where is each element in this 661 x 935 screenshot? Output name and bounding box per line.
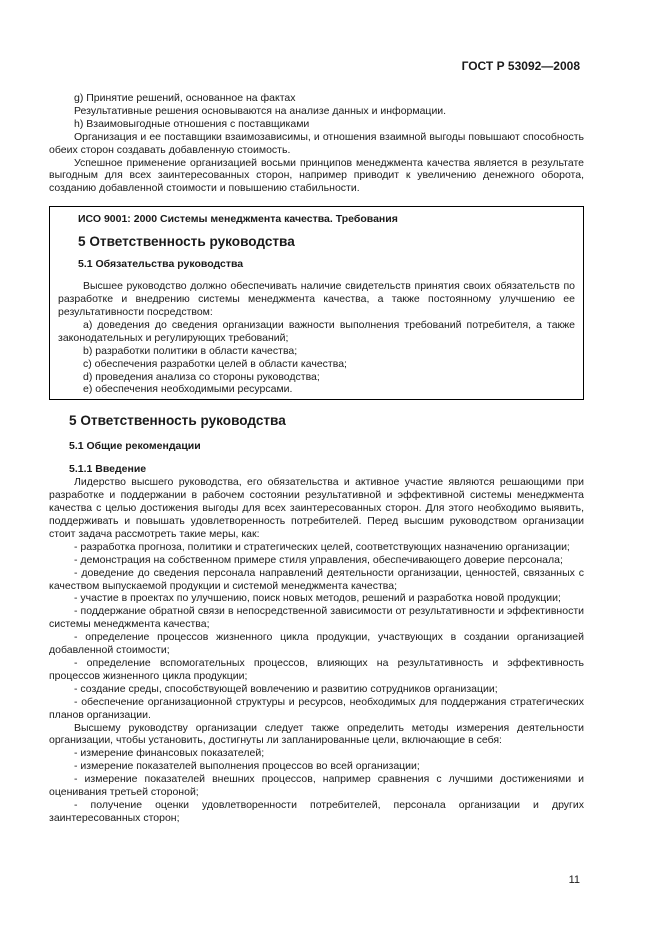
quote-paragraph: e) обеспечения необходимыми ресурсами. [83,383,293,396]
list-item: - создание среды, способствующей вовлечению и развитию сотрудников организации; [74,682,498,695]
quote-subsection-heading: 5.1 Обязательства руководства [78,258,244,271]
subsection-heading: 5.1 Общие рекомендации [69,440,201,453]
intro-paragraph: Результативные решения основываются на анализе данных и информации. [74,104,447,117]
list-item: - измерение показателей выполнения процессов во всей организации; [74,760,420,773]
page-number: 11 [568,874,580,886]
list-item: - определение вспомогательных процессов, влияющих на результативность и эффективность процессов жизненного цикла продукции; [49,657,584,682]
list-item: - измерение финансовых показателей; [74,747,265,760]
quote-box-title: ИСО 9001: 2000 Системы менеджмента качества. Требования [78,213,398,226]
list-item: - обеспечение организационной структуры и ресурсов, необходимых для поддержания стратегических планов организации. [49,695,584,721]
list-item: - определение процессов жизненного цикла продукции, участвующих в создании организацией добавленной стоимости; [49,631,584,657]
quote-paragraph: Высшее руководство должно обеспечивать наличие свидетельств принятия своих обязательств по разработке и внедрению системы менеджмента качества, а также постоянному улучшению ее результативности посредством: [58,280,575,318]
list-item: - получение оценки удовлетворенности потребителей, персонала организации и других заинтересованных сторон; [49,798,584,824]
quote-paragraph: c) обеспечения разработки целей в области качества; [83,357,347,370]
intro-paragraph: g) Принятие решений, основанное на фактах [74,92,296,104]
quote-paragraph: b) разработки политики в области качества; [83,344,298,357]
section-management-responsibility [49,413,584,824]
iso-quote-box [49,206,584,400]
page-content [49,92,584,825]
document-header: ГОСТ Р 53092—2008 [461,59,580,73]
quote-section-heading: 5 Ответственность руководства [78,234,295,250]
section-heading: 5 Ответственность руководства [69,413,286,429]
list-item: - измерение показателей внешних процессов, например сравнения с лучшими достижениями и оценивания третьей стороной; [49,773,584,799]
intro-paragraph: Организация и ее поставщики взаимозависимы, и отношения взаимной выгоды повышают способность обеих сторон создавать добавленную стоимость. [49,130,584,156]
list-item: - участие в проектах по улучшению, поиск новых методов, решений и разработка новой продукции; [74,592,561,605]
quote-paragraph: a) доведения до сведения организации важности выполнения требований потребителя, а также законодательных и регулирующих требований; [58,318,575,344]
list-item: - разработка прогноза, политики и стратегических целей, соответствующих назначению организации; [74,540,570,553]
intro-paragraph: Успешное применение организацией восьми принципов менеджмента качества является в результате выгодным для всех заинтересованных сторон, например приводит к увеличению денежного оборота, созданию добавленной стоимости и повышению стабильности. [49,156,584,195]
intro-paragraph: h) Взаимовыгодные отношения с поставщиками [74,117,310,130]
section-paragraph: Высшему руководству организации следует также определить методы измерения деятельности организации, чтобы установить, достигнуты ли запланированные цели, включающие в себя: [49,721,584,747]
list-item: - демонстрация на собственном примере стиля управления, обеспечивающего доверие персонала; [74,553,563,566]
section-paragraph: Лидерство высшего руководства, его обязательства и активное участие являются решающими при разработке и поддержании в рабочем состоянии результативной и эффективной системы менеджмента качества с целью достижения выгоды для всех заинтересованных сторон. Для этого необходимо выявить, поддерживать и повышать удовлетворенность потребителей. Перед высшим руководством организации стоит задача рассмотреть такие меры, как: [49,476,584,540]
subsubsection-heading: 5.1.1 Введение [69,463,147,476]
list-item: - доведение до сведения персонала направлений деятельности организации, ценностей, связанных с качеством выпускаемой продукции и системой менеджмента качества; [49,566,584,592]
quote-paragraph: d) проведения анализа со стороны руководства; [83,370,320,383]
list-item: - поддержание обратной связи в непосредственной зависимости от результативности и эффективности системы менеджмента качества; [49,605,584,631]
